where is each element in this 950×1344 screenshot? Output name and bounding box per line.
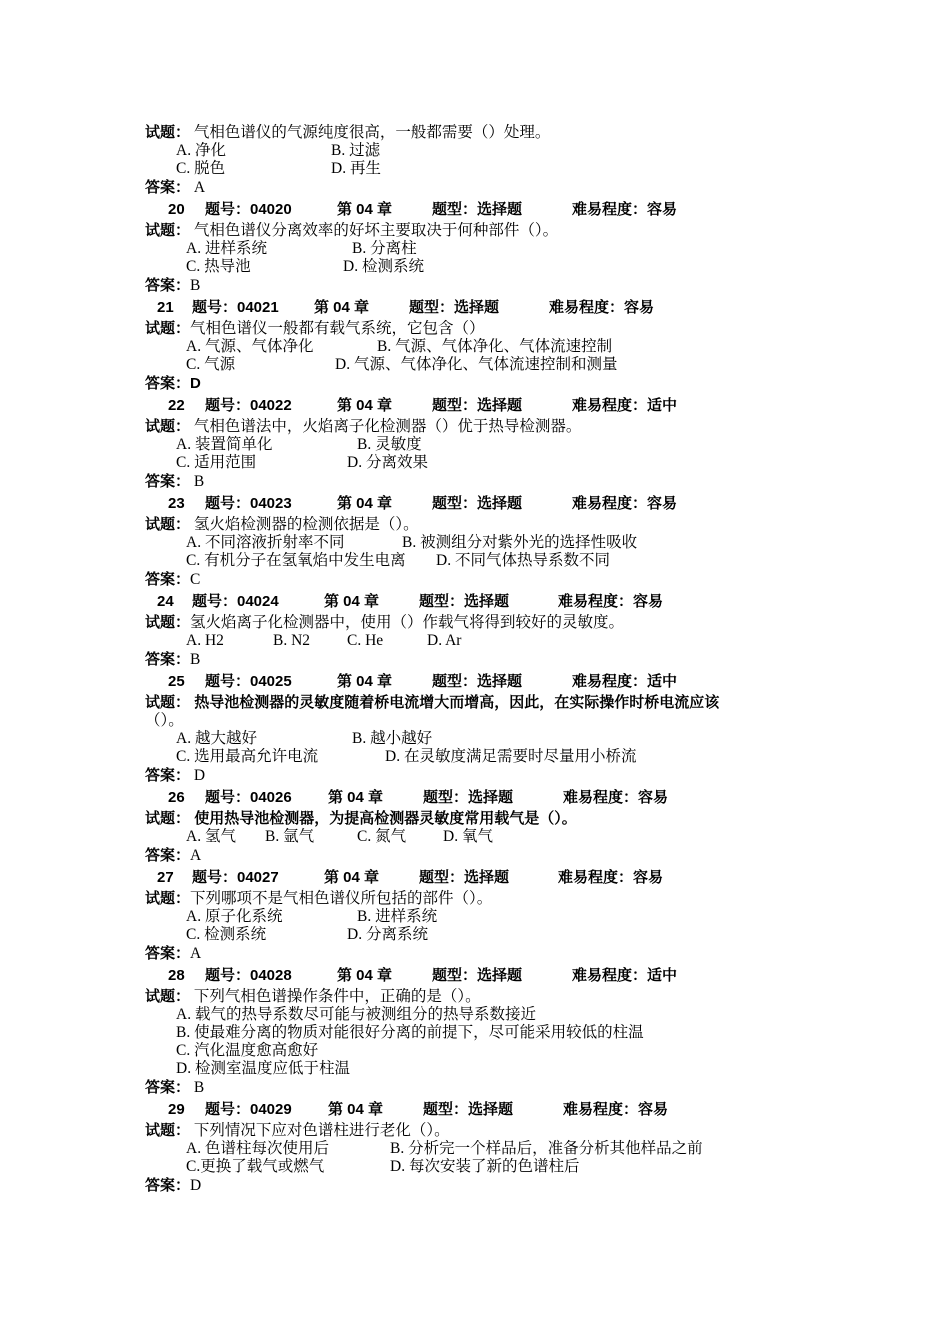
answer-value: A (190, 945, 202, 962)
answer-value: B (190, 651, 201, 668)
question-id: 题号：04026 (205, 789, 292, 806)
question-line: 试题： 下列气相色谱操作条件中，正确的是（）。 (145, 988, 481, 1005)
chapter: 第 04 章 (324, 869, 380, 886)
difficulty: 难易程度：容易 (558, 869, 664, 886)
question-id: 题号：04027 (192, 869, 279, 886)
answer-line: 答案：A (145, 945, 202, 962)
option-b: B. 分析完一个样品后，准备分析其他样品之前 (390, 1140, 703, 1157)
option-d: D. 分离效果 (347, 454, 428, 471)
option-c: C. 有机分子在氢氧焰中发生电离 (186, 552, 406, 569)
option-b: B. 进样系统 (357, 908, 438, 925)
option-a: A. 原子化系统 (186, 908, 283, 925)
option-c: C. 适用范围 (176, 454, 257, 471)
option-a: A. 进样系统 (186, 240, 267, 257)
option-a: A. 不同溶液折射率不同 (186, 534, 345, 551)
option-a: A. 色谱柱每次使用后 (186, 1140, 329, 1157)
answer-value: D (190, 1177, 202, 1194)
question-type: 题型：选择题 (419, 869, 510, 886)
answer-value: A (190, 847, 202, 864)
option-b: B. 分离柱 (352, 240, 417, 257)
difficulty: 难易程度：容易 (563, 1101, 669, 1118)
question-number: 23 (168, 495, 185, 512)
difficulty: 难易程度：适中 (572, 397, 678, 414)
question-id: 题号：04022 (205, 397, 292, 414)
question-id: 题号：04028 (205, 967, 292, 984)
option-a: A. 载气的热导系数尽可能与被测组分的热导系数接近 (176, 1006, 536, 1023)
option-a: A. 装置简单化 (176, 436, 273, 453)
option-d: D. 分离系统 (347, 926, 428, 943)
question-number: 21 (157, 299, 174, 316)
answer-line: 答案：D (145, 1177, 202, 1194)
difficulty: 难易程度：容易 (563, 789, 669, 806)
answer-label: 答案 (145, 179, 176, 196)
question-type: 题型：选择题 (423, 789, 514, 806)
answer-line: 答案： B (145, 1079, 205, 1096)
question-number: 29 (168, 1101, 185, 1118)
option-c: C. 脱色 (176, 160, 226, 177)
question-text: 氢火焰离子化检测器中，使用（）作载气将得到较好的灵敏度。 (190, 614, 625, 631)
option-c: C. 氮气 (357, 828, 407, 845)
option-c: C. 汽化温度愈高愈好 (176, 1042, 319, 1059)
question-id: 题号：04029 (205, 1101, 292, 1118)
question-type: 题型：选择题 (432, 673, 523, 690)
question-text-cont: （）。 (145, 712, 184, 729)
question-text: 下列情况下应对色谱柱进行老化（）。 (193, 1122, 450, 1139)
answer-value: B (190, 277, 201, 294)
question-number: 22 (168, 397, 185, 414)
option-b: B. 过滤 (331, 142, 381, 159)
option-a: A. 净化 (176, 142, 226, 159)
question-type: 题型：选择题 (423, 1101, 514, 1118)
option-c: C. 热导池 (186, 258, 251, 275)
difficulty: 难易程度：容易 (572, 201, 678, 218)
question-line: 试题：气相色谱仪一般都有载气系统，它包含（） (145, 320, 485, 337)
question-number: 20 (168, 201, 185, 218)
option-c: C.更换了载气或燃气 (186, 1158, 325, 1175)
question-type: 题型：选择题 (409, 299, 500, 316)
chapter: 第 04 章 (328, 1101, 384, 1118)
option-c: C. He (347, 632, 384, 649)
option-d: D. 在灵敏度满足需要时尽量用小桥流 (385, 748, 637, 765)
question-line: 试题： 气相色谱仪的气源纯度很高，一般都需要（）处理。 (145, 124, 551, 141)
question-type: 题型：选择题 (432, 495, 523, 512)
option-b: B. 越小越好 (352, 730, 433, 747)
option-c: C. 检测系统 (186, 926, 267, 943)
chapter: 第 04 章 (314, 299, 370, 316)
option-d: D. 再生 (331, 160, 381, 177)
option-a: A. 越大越好 (176, 730, 257, 747)
answer-value: D (190, 375, 201, 392)
question-type: 题型：选择题 (432, 201, 523, 218)
question-id: 题号：04024 (192, 593, 279, 610)
question-number: 25 (168, 673, 185, 690)
question-line: 试题： 氢火焰检测器的检测依据是（）。 (145, 516, 419, 533)
answer-line: 答案： D (145, 767, 206, 784)
question-line: 试题： 使用热导池检测器，为提高检测器灵敏度常用载气是（）。 (145, 810, 577, 827)
option-d: D. 气源、气体净化、气体流速控制和测量 (335, 356, 618, 373)
option-c: C. 选用最高允许电流 (176, 748, 319, 765)
question-header (168, 201, 185, 219)
option-b: B. 被测组分对紫外光的选择性吸收 (402, 534, 638, 551)
question-text: 气相色谱仪一般都有载气系统，它包含（） (190, 320, 485, 337)
difficulty: 难易程度：容易 (558, 593, 664, 610)
question-line: 试题：下列哪项不是气相色谱仪所包括的部件（）。 (145, 890, 493, 907)
option-c: C. 气源 (186, 356, 236, 373)
question-text: 热导池检测器的灵敏度随着桥电流增大而增高，因此，在实际操作时桥电流应该 (194, 694, 720, 711)
answer-line: 答案：B (145, 277, 201, 294)
question-id: 题号：04020 (205, 201, 292, 218)
answer-line: 答案： B (145, 473, 205, 490)
chapter: 第 04 章 (337, 967, 393, 984)
question-text: 气相色谱法中，火焰离子化检测器（）优于热导检测器。 (193, 418, 582, 435)
answer-line: 答案：B (145, 651, 201, 668)
question-id: 题号：04021 (192, 299, 279, 316)
option-b: B. 气源、气体净化、气体流速控制 (377, 338, 613, 355)
question-text: 使用热导池检测器，为提高检测器灵敏度常用载气是（）。 (194, 810, 577, 827)
option-b: B. 使最难分离的物质对能很好分离的前提下，尽可能采用较低的柱温 (176, 1024, 644, 1041)
difficulty: 难易程度：容易 (572, 495, 678, 512)
question-text: 下列气相色谱操作条件中，正确的是（）。 (193, 988, 481, 1005)
question-text: 气相色谱仪分离效率的好坏主要取决于何种部件（）。 (193, 222, 559, 239)
option-a: A. H2 (186, 632, 224, 649)
question-type: 题型：选择题 (432, 397, 523, 414)
answer-value: B (193, 1079, 205, 1096)
difficulty: 难易程度：适中 (572, 673, 678, 690)
option-d: D. 检测系统 (343, 258, 424, 275)
question-line: 试题：氢火焰离子化检测器中，使用（）作载气将得到较好的灵敏度。 (145, 614, 625, 631)
question-number: 26 (168, 789, 185, 806)
question-line: 试题： 热导池检测器的灵敏度随着桥电流增大而增高，因此，在实际操作时桥电流应该 (145, 694, 720, 711)
question-number: 24 (157, 593, 174, 610)
option-b: B. 氩气 (265, 828, 315, 845)
question-type: 题型：选择题 (419, 593, 510, 610)
difficulty: 难易程度：容易 (549, 299, 655, 316)
chapter: 第 04 章 (337, 673, 393, 690)
option-b: B. 灵敏度 (357, 436, 422, 453)
difficulty: 难易程度：适中 (572, 967, 678, 984)
option-a: A. 氢气 (186, 828, 236, 845)
option-d: D. 不同气体热导系数不同 (436, 552, 610, 569)
question-text: 氢火焰检测器的检测依据是（）。 (193, 516, 419, 533)
question-label: 试题 (145, 124, 176, 141)
question-id: 题号：04023 (205, 495, 292, 512)
chapter: 第 04 章 (337, 201, 393, 218)
chapter: 第 04 章 (337, 397, 393, 414)
chapter: 第 04 章 (337, 495, 393, 512)
option-d: D. 检测室温度应低于柱温 (176, 1060, 350, 1077)
answer-value: B (193, 473, 205, 490)
question-number: 28 (168, 967, 185, 984)
option-d: D. 氧气 (443, 828, 493, 845)
option-a: A. 气源、气体净化 (186, 338, 314, 355)
option-d: D. Ar (427, 632, 462, 649)
question-text: 下列哪项不是气相色谱仪所包括的部件（）。 (190, 890, 493, 907)
question-line: 试题： 气相色谱仪分离效率的好坏主要取决于何种部件（）。 (145, 222, 559, 239)
chapter: 第 04 章 (324, 593, 380, 610)
answer-line: 答案：D (145, 375, 201, 392)
question-line: 试题： 气相色谱法中，火焰离子化检测器（）优于热导检测器。 (145, 418, 582, 435)
answer-line: 答案：A (145, 847, 202, 864)
option-b: B. N2 (273, 632, 311, 649)
option-d: D. 每次安装了新的色谱柱后 (390, 1158, 580, 1175)
answer-line: 答案： A (145, 179, 206, 196)
chapter: 第 04 章 (328, 789, 384, 806)
question-text: 气相色谱仪的气源纯度很高，一般都需要（）处理。 (193, 124, 551, 141)
question-number: 27 (157, 869, 174, 886)
question-line: 试题： 下列情况下应对色谱柱进行老化（）。 (145, 1122, 450, 1139)
question-id: 题号：04025 (205, 673, 292, 690)
answer-value: D (193, 767, 206, 784)
answer-line: 答案：C (145, 571, 201, 588)
answer-value: C (190, 571, 201, 588)
question-type: 题型：选择题 (432, 967, 523, 984)
answer-value: A (193, 179, 206, 196)
